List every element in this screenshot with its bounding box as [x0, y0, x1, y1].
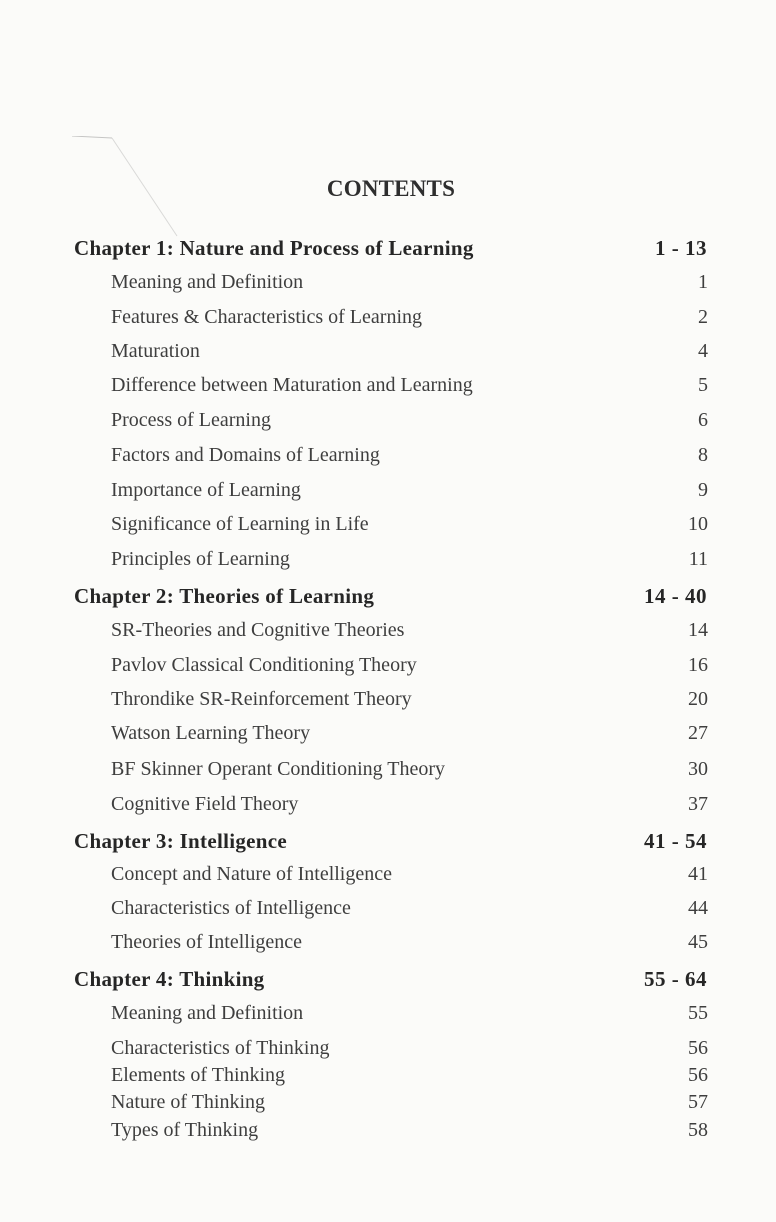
toc-entry-row [0, 897, 776, 927]
entry-title: Characteristics of Intelligence [111, 897, 351, 919]
toc-entry-row [0, 654, 776, 684]
entry-page-number: 14 [688, 619, 708, 641]
entry-page-number: 16 [688, 654, 708, 676]
entry-title: Watson Learning Theory [111, 722, 311, 744]
entry-title: Maturation [111, 340, 200, 362]
toc-entry-row [0, 479, 776, 509]
entry-title: Meaning and Definition [111, 1002, 304, 1024]
chapter-title: Chapter 3: Intelligence [74, 829, 287, 853]
entry-page-number: 56 [688, 1037, 708, 1059]
toc-entry-row [0, 340, 776, 370]
entry-title: Difference between Maturation and Learning [111, 374, 473, 396]
entry-title: Factors and Domains of Learning [111, 444, 380, 466]
toc-entry-row [0, 688, 776, 718]
entry-page-number: 11 [688, 548, 708, 570]
entry-page-number: 27 [688, 722, 708, 744]
chapter-page-range: 14 - 40 [644, 584, 707, 608]
entry-page-number: 2 [698, 306, 708, 328]
entry-title: Meaning and Definition [111, 271, 304, 293]
entry-page-number: 6 [698, 409, 708, 431]
entry-title: Significance of Learning in Life [111, 513, 369, 535]
entry-page-number: 45 [688, 931, 708, 953]
toc-entry-row [0, 548, 776, 578]
entry-page-number: 41 [688, 863, 708, 885]
toc-entry-row [0, 758, 776, 788]
toc-chapter-row [0, 829, 776, 859]
entry-page-number: 4 [698, 340, 708, 362]
toc-chapter-row [0, 584, 776, 614]
toc-entry-row [0, 1091, 776, 1121]
entry-title: Characteristics of Thinking [111, 1037, 330, 1059]
entry-title: Nature of Thinking [111, 1091, 266, 1113]
toc-entry-row [0, 1037, 776, 1067]
entry-title: Process of Learning [111, 409, 271, 431]
toc-chapter-row [0, 236, 776, 266]
entry-title: Types of Thinking [111, 1119, 259, 1141]
toc-entry-row [0, 931, 776, 961]
entry-page-number: 55 [688, 1002, 708, 1024]
chapter-title: Chapter 2: Theories of Learning [74, 584, 375, 608]
toc-entry-row [0, 409, 776, 439]
toc-entry-row [0, 1064, 776, 1094]
entry-title: Theories of Intelligence [111, 931, 303, 953]
entry-page-number: 56 [688, 1064, 708, 1086]
entry-title: Cognitive Field Theory [111, 793, 299, 815]
toc-entry-row [0, 513, 776, 543]
toc-entry-row [0, 374, 776, 404]
entry-page-number: 5 [698, 374, 708, 396]
page-title: CONTENTS [326, 176, 456, 201]
toc-entry-row [0, 444, 776, 474]
entry-page-number: 9 [698, 479, 708, 501]
entry-page-number: 20 [688, 688, 708, 710]
entry-page-number: 1 [698, 271, 708, 293]
entry-page-number: 8 [698, 444, 708, 466]
entry-title: Throndike SR-Reinforcement Theory [111, 688, 412, 710]
entry-title: Concept and Nature of Intelligence [111, 863, 392, 885]
toc-entry-row [0, 863, 776, 893]
toc-entry-row [0, 271, 776, 301]
toc-entry-row [0, 1119, 776, 1149]
entry-page-number: 10 [688, 513, 708, 535]
entry-page-number: 57 [688, 1091, 708, 1113]
toc-entry-row [0, 1002, 776, 1032]
toc-chapter-row [0, 967, 776, 997]
entry-page-number: 58 [688, 1119, 708, 1141]
entry-title: BF Skinner Operant Conditioning Theory [111, 758, 446, 780]
toc-entry-row [0, 793, 776, 823]
toc-entry-row [0, 722, 776, 752]
toc-entry-row [0, 619, 776, 649]
chapter-title: Chapter 4: Thinking [74, 967, 265, 991]
chapter-page-range: 55 - 64 [644, 967, 707, 991]
entry-title: Pavlov Classical Conditioning Theory [111, 654, 417, 676]
entry-title: Principles of Learning [111, 548, 290, 570]
entry-title: Importance of Learning [111, 479, 301, 501]
chapter-page-range: 1 - 13 [655, 236, 707, 260]
entry-page-number: 37 [688, 793, 708, 815]
toc-entry-row [0, 306, 776, 336]
entry-title: Features & Characteristics of Learning [111, 306, 422, 328]
entry-title: Elements of Thinking [111, 1064, 286, 1086]
chapter-title: Chapter 1: Nature and Process of Learning [74, 236, 474, 260]
entry-page-number: 44 [688, 897, 708, 919]
chapter-page-range: 41 - 54 [644, 829, 707, 853]
entry-title: SR-Theories and Cognitive Theories [111, 619, 405, 641]
entry-page-number: 30 [688, 758, 708, 780]
